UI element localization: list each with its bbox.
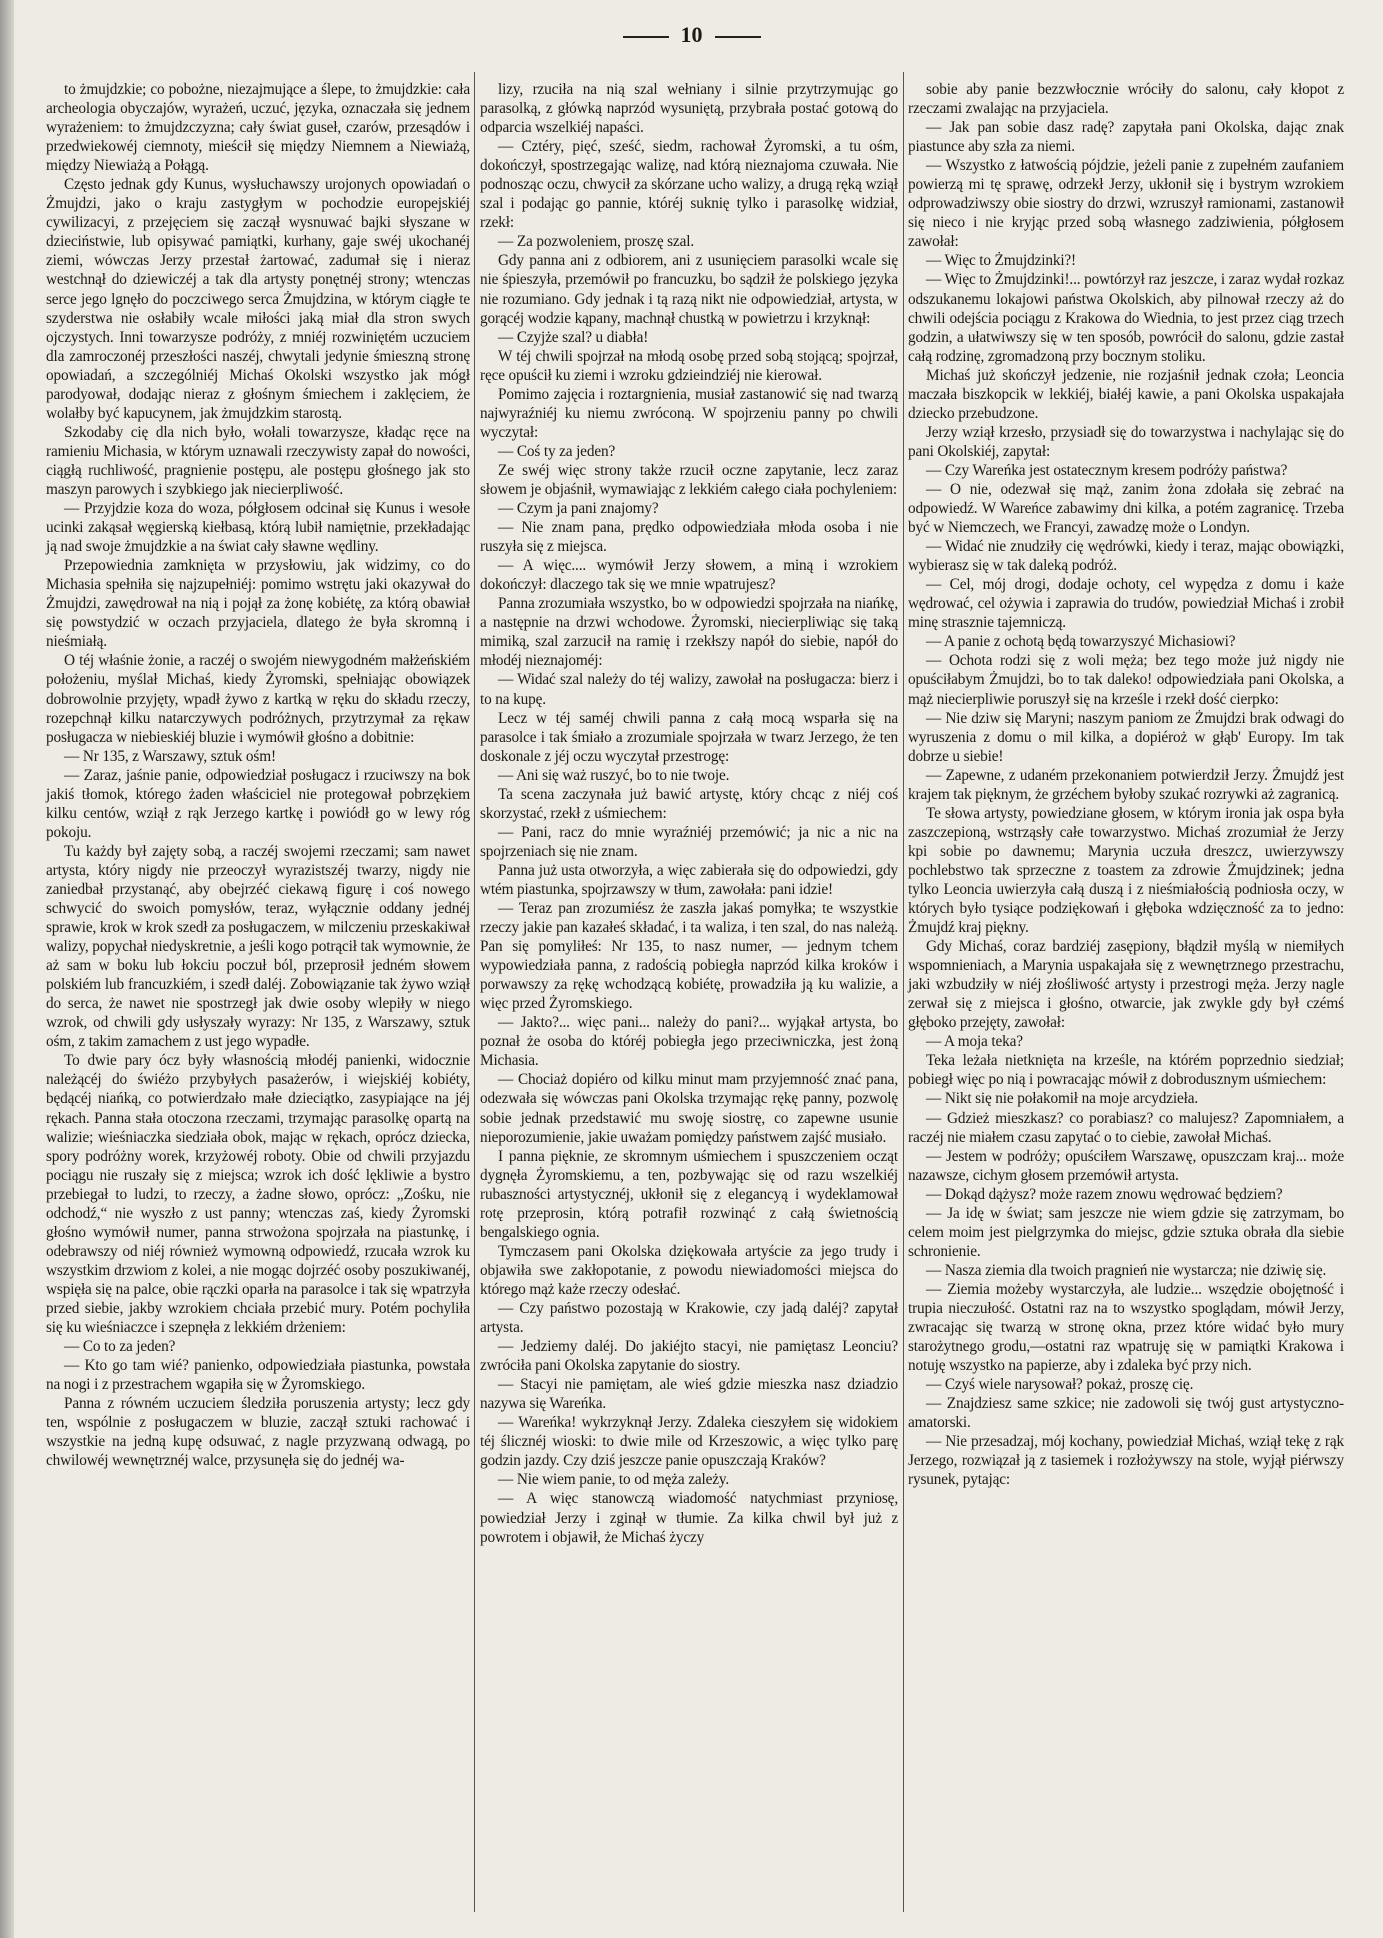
page-header [0,22,1383,48]
paragraph: — Nasza ziemia dla twoich pragnień nie wystarcza; nie dziwię się. [926,1261,1327,1279]
paragraph: Często jednak gdy Kunus, wysłuchawszy urojonych opowiadań o Żmujdzi, jako o kraju zastygłym w pochodzie europejskiéj cywilizacyi, z przejęciem się zaczął wysnuwać bajki słyszane w dzieciństwie, lub opisywać pamiątki, kurhany, gaje swéj ukochanéj ziemi, wówczas Jerzy przestał żartować, zadumał się i nieraz westchnął do dziewiczéj a tak dla artysty ponętnéj strony; wtenczas serce jego lgnęło do poczciwego serca Żmujdzina, w którym ciągłe te szyderstwa nie osłabiły wcale miłości jaką miał dla stron swych ojczystych. Inni towarzysze podróży, z mniéj rozwiniętém uczuciem dla zamroczonéj przeszłości naszéj, chwytali jedynie śmieszną stronę opowiadań, a szczególniéj Michaś Okolski wszystko jak mógł parodyował, dodając nieraz z głośnym śmiechem i zaklęciem, że wolałby być kapucynem, jak żmujdzkim starostą. [46,176,470,422]
paragraph: — Cel, mój drogi, dodaje ochoty, cel wypędza z domu i każe wędrować, cel ożywia i zaprawia do trudów, powiedział Michaś i zrobił minę strasznie tajemniczą. [908,576,1344,632]
paragraph: — Za pozwoleniem, proszę szal. [498,233,694,251]
text-column-3 [908,80,1344,1489]
paragraph: — Widać nie znudziły cię wędrówki, kiedy i teraz, mając obowiązki, wybierasz się w tak daleką podróż. [908,538,1344,575]
paragraph: — Stacyi nie pamiętam, ale wieś gdzie mieszka nasz dziadzio nazywa się Wareńka. [480,1376,898,1413]
paragraph: — Czy Wareńka jest ostatecznym kresem podróży państwa? [926,461,1288,479]
paragraph: Pomimo zajęcia i roztargnienia, musiał zastanowić się nad twarzą najwyraźniéj ku niemu zwróconą. W spojrzeniu panny po chwili wyczytał: [480,385,898,441]
paragraph: — O nie, odezwał się mąż, zanim żona zdołała się zebrać na odpowiedź. W Wareńce zabawimy dni kilka, a potém zagranicę. Trzeba być w Niemczech, we Francyi, zawadzę może o Londyn. [908,480,1344,537]
paragraph: — Chociaż dopiéro od kilku minut mam przyjemność znać pana, odezwała się wówczas pani Okolska trzymając rękę panny, pozwolę sobie jednak przedstawić mu swoję siostrę, co zapewne usunie nieporozumienie, jakie uważam pomiędzy państwem zajść musiało. [480,1071,898,1146]
paragraph: Gdy Michaś, coraz bardziéj zasępiony, błądził myślą w niemiłych wspomnieniach, a Marynia uspakajała się z wewnętrznego przestrachu, jaki wzbudziły w niéj złośliwość artysty i przestrogi męża. Jerzy nagle zerwał się z miejsca i głośno, otwarcie, jak zwykle gdy był czémś głęboko przejęty, zawołał: [908,938,1344,1032]
paragraph: Gdy panna ani z odbiorem, ani z usunięciem parasolki wcale się nie śpieszyła, przemówił po francuzku, bo sądził że polskiego języka nie rozumiano. Gdy jednak i tą razą nikt nie odpowiedział, artysta, w gorącéj wodzie kąpany, machnął chustką w powietrzu i krzyknął: [480,252,898,327]
paragraph: W téj chwili spojrzał na młodą osobę przed sobą stojącą; spojrzał, ręce opuścił ku ziemi i wzroku gdzieindziéj nie kierował. [480,347,898,384]
paragraph: — Nie znam pana, prędko odpowiedziała młoda osoba i nie ruszyła się z miejsca. [480,519,898,556]
paragraph: Panna już usta otworzyła, a więc zabierała się do odpowiedzi, gdy wtém piastunka, spojrzawszy w tłum, zawołała: pani idzie! [480,861,898,898]
paragraph: — Dokąd dążysz? może razem znowu wędrować będziem? [926,1185,1283,1203]
paragraph: sobie aby panie bezzwłocznie wróciły do salonu, cały kłopot z rzeczami zwalając na przyjaciela. [908,81,1344,118]
paragraph: — Czyś wiele narysował? pokaż, proszę cię. [926,1376,1194,1394]
paragraph: Lecz w téj saméj chwili panna z całą mocą wsparła się na parasolce i tak śmiało a zrozumiale spojrzała w twarz Jerzego, że ten doskonale z jéj oczu wyczytał przestrogę: [480,709,898,765]
paragraph: — Jestem w podróży; opuściłem Warszawę, opuszczam kraj... może nazawsze, cichym głosem przemówił artysta. [908,1147,1344,1184]
paragraph: — Gdzież mieszkasz? co porabiasz? co malujesz? Zapomniałem, a raczéj nie miałem czasu zapytać o to ciebie, zawołał Michaś. [908,1109,1344,1146]
paragraph: — Ochota rodzi się z woli męża; bez tego może już nigdy nie opuściłabym Żmujdzi, bo to tak daleko! odpowiedziała pani Okolska, a mąż niecierpliwie poruszył się na krześle i rzekł dość cierpko: [908,652,1344,708]
paragraph: I panna pięknie, ze skromnym uśmiechem i spuszczeniem ocząt dygnęła Żyromskiemu, a ten, pozbywając się od razu wszelkiéj rubaszności artystycznéj, ukłonił się z elegancyą i wydeklamował rotę przeprosin, którą potrafił rozwinąć z całą świetnością bengalskiego ognia. [480,1147,898,1241]
header-dash-left [623,36,669,38]
paragraph: — Zapewne, z udaném przekonaniem potwierdził Jerzy. Żmujdź jest krajem tak pięknym, że grzéchem byłoby szukać rozrywki aż zagranicą. [908,766,1344,803]
paragraph: — Zaraz, jaśnie panie, odpowiedział posługacz i rzuciwszy na bok jakiś tłomok, którego żaden właściciel nie protegował pobrzękiem kilku centów, wziął z rąk Jerzego kartkę i powiódł go w lewy róg pokoju. [46,766,470,841]
paragraph: — Nr 135, z Warszawy, sztuk ośm! [64,747,276,765]
paragraph: — Widać szal należy do téj walizy, zawołał na posługacza: bierz i to na kupę. [480,671,898,708]
column-divider [903,72,904,1912]
paragraph: — Czyjże szal? u diabła! [498,328,649,346]
paragraph: Te słowa artysty, powiedziane głosem, w którym ironia jak ospa była zaszczepioną, wstrząsły całe towarzystwo. Michaś zrozumiał że Jerzy kpi sobie po dawnemu; Marynia uczuła dreszcz, uwierzywszy pochlebstwo tak sprzeczne z toastem za zdrowie Żmujdzinek; jedna tylko Leoncia uwierzyła całą duszą i z nieśmiałością podniosła oczy, w których było tysiące podziękowań i głęboka wdzięczność za to jedno: Żmujdź kraj piękny. [908,804,1344,937]
paragraph: — Nie dziw się Maryni; naszym paniom ze Żmujdzi brak odwagi do wyruszenia z domu o mil kilka, a dopiéroż w głąb' Europy. Im tak dobrze u siebie! [908,709,1344,765]
paragraph: — A panie z ochotą będą towarzyszyć Michasiowi? [926,633,1236,651]
paragraph: — Wszystko z łatwością pójdzie, jeżeli panie z zupełném zaufaniem powierzą mi tę sprawę, odrzekł Jerzy, ukłonił się i bystrym wzrokiem odprowadziwszy obie siostry do drzwi, wzruszył ramionami, zastanowił się nieco i nie kryjąc przed sobą własnego zadziwienia, półgłosem zawołał: [908,157,1344,251]
paragraph: Jerzy wziął krzesło, przysiadł się do towarzystwa i nachylając się do pani Okolskiéj, zapytał: [908,423,1344,460]
column-divider [474,72,475,1912]
paragraph: — Nie przesadzaj, mój kochany, powiedział Michaś, wziął tekę z rąk Jerzego, rozwiązał ją z tasiemek i rozłożywszy na stole, wyjął piérwszy rysunek, pytając: [908,1433,1344,1489]
paragraph: to żmujdzkie; co pobożne, niezajmujące a ślepe, to żmujdzkie: cała archeologia obyczajów, wyrażeń, uczuć, języka, oznaczała się jednem wyrażeniem: to żmujdzczyzna; cały świat guseł, czarów, przesądów i przedwiekowéj ciemnoty, mieścił się między Niemnem a Niewiażą, między Niewiażą a Połągą. [46,81,470,175]
paragraph: — Teraz pan zrozumiész że zaszła jakaś pomyłka; te wszystkie rzeczy jakie pan kazałeś składać, i ta waliza, i ten szal, do nas należą. Pan się pomyliłeś: Nr 135, to nasz numer, — jednym tchem wypowiedziała panna, z radością pobiegła naprzód kilka kroków i porwawszy za rękę wchodzącą kobiétę, prowadziła ją ku walizie, a więc przed Żyromskiego. [480,900,898,1013]
paragraph: — Cztéry, pięć, sześć, siedm, rachował Żyromski, a tu ośm, dokończył, spostrzegając walizę, nad którą nieznajoma czuwała. Nie podnosząc oczu, chwycił za skórzane ucho walizy, a drugą ręką wziął szal i podając go pannie, któréj suknię tylko i parasolkę widział, rzekł: [480,138,898,232]
paragraph: Przepowiednia zamknięta w przysłowiu, jak widzimy, co do Michasia spełniła się najzupełniéj: pomimo wstrętu jaki okazywał do Żmujdzi, zawędrował na nią i pojął za żonę kobiétę, za którą obawiał się powstydzić w oczach przyjaciela, dlatego że była skromną i nieśmiałą. [46,557,470,651]
paragraph: Panna zrozumiała wszystko, bo w odpowiedzi spojrzała na niańkę, a następnie na drzwi wchodowe. Żyromski, niecierpliwiąc się taką mimiką, szal zarzucił na ramię i rzekłszy napół do siebie, napół do młodéj nieznajoméj: [480,595,898,670]
paragraph: — Nikt się nie połakomił na moje arcydzieła. [926,1090,1199,1108]
paragraph: — A moja teka? [926,1033,1023,1051]
paragraph: — Nie wiem panie, to od męża zależy. [498,1471,730,1489]
paragraph: — Co to za jeden? [64,1338,176,1356]
paragraph: — Czy państwo pozostają w Krakowie, czy jadą daléj? zapytał artysta. [480,1300,898,1337]
paragraph: — Znajdziesz same szkice; nie zadowoli się twój gust artystyczno-amatorski. [908,1395,1344,1432]
paragraph: To dwie pary ócz były własnością młodéj panienki, widocznie należącéj do świéżo przybyłych pasażerów, i wiejskiéj kobiéty, będącéj niańką, co potwierdzało małe dzieciątko, zasypiające na jéj rękach. Panna stała otoczona rzeczami, trzymając parasolkę opartą na walizie; wieśniaczka siedziała obok, mając w rękach, oprócz dziecka, spory podróżny worek, krzyżowéj roboty. Obie od chwili przyjazdu pociągu nie ruszały się z miejsca; wzrok ich dość lękliwie a bystro przebiegał to ludzi, to rzeczy, a żadne słowo, oprócz: „Zośku, nie odchodź,“ nie wyszło z ust panny; wtenczas zaś, kiedy Żyromski głośno wymówił numer, panna strwożona spojrzała na piastunkę, i odebrawszy od niéj również wymowną odpowiedź, rzucała wzrok ku wszystkim drzwiom z kolei, a nie mogąc dojrzéć osoby poszukiwanéj, wspięła się na palce, obie rączki oparła na parasolce i tak się wpatrzyła przed siebie, jakby wzrokiem chciała przebić mury. Potém pochyliła się ku wieśniaczce i szepnęła z lekkiém drżeniem: [46,1052,470,1337]
paragraph: — Czym ja pani znajomy? [498,500,659,518]
page-number: 10 [680,22,703,47]
paragraph: O téj właśnie żonie, a raczéj o swojém niewygodném małżeńskiém położeniu, myślał Michaś, kiedy Żyromski, spełniając obowiązek dobrowolnie przyjęty, wpadł żywo z kartką w ręku do składu rzeczy, rozepchnął kilku natarczywych podróżnych, przytrzymał za rękaw posługacza w niebieskiéj bluzie i wymówił głośno a dobitnie: [46,652,470,746]
paragraph: Tymczasem pani Okolska dziękowała artyście za jego trudy i objawiła swe zakłopotanie, z powodu niewiadomości miejsca do którego mąż każe rzeczy odesłać. [480,1242,898,1298]
page-scan-edge [0,0,14,1938]
text-column-2 [480,80,898,1547]
paragraph: — Więc to Żmujdzinki?! [926,252,1077,270]
paragraph: — Kto go tam wié? panienko, odpowiedziała piastunka, powstała na nogi i z przestrachem wgapiła się w Żyromskiego. [46,1357,470,1394]
paragraph: Tu każdy był zajęty sobą, a raczéj swojemi rzeczami; sam nawet artysta, który nigdy nie przeoczył wyrazistszéj twarzy, nigdy nie zaniedbał przystanąć, aby obejrzéć ciekawą figurę i coś nowego schwycić do swoich pomysłów, teraz, wyłącznie oddany jednéj sprawie, krok w krok szedł za posługaczem, w milczeniu przeskakiwał walizy, popychał niedyskretnie, a jeśli kogo potrącił tak wymownie, że aż sam w boku lub łokciu poczuł ból, przeprosił jedném słowem polskiém lub francuzkiém, i szedł daléj. Zobowiązanie tak żywo wziął do serca, że nawet nie spostrzegł jak dwie osoby wlepiły w niego wzrok, od chwili gdy usłyszały wyrazy: Nr 135, z Warszawy, sztuk ośm, z takim zamachem z ust jego wypadłe. [46,842,470,1051]
paragraph: — Jakto?... więc pani... należy do pani?... wyjąkał artysta, bo poznał że osoba do któréj pobiegła jego przeciwniczka, jest żoną Michasia. [480,1014,898,1070]
paragraph: — Ja idę w świat; sam jeszcze nie wiem gdzie się zatrzymam, bo celem moim jest pielgrzymka do miejsc, gdzie sztuka obrała dla siebie schronienie. [908,1204,1344,1260]
paragraph: Szkodaby cię dla nich było, wołali towarzysze, kładąc ręce na ramieniu Michasia, w którym uznawali rzeczywisty zapał do nowości, ciągłą ruchliwość, pragnienie postępu, ale postępu głośnego jak sto maszyn parowych i szybkiego jak niecierpliwość. [46,423,470,498]
text-column-1 [46,80,470,1470]
paragraph: — A więc.... wymówił Jerzy słowem, a miną i wzrokiem dokończył: dlaczego tak się we mnie wpatrujesz? [480,557,898,594]
paragraph: Michaś już skończył jedzenie, nie rozjaśnił jednak czoła; Leoncia maczała biszkopcik w lekkiéj, białéj kawie, a pani Okolska uspakajała dziecko przebudzone. [908,366,1344,422]
paragraph: — Przyjdzie koza do woza, półgłosem odcinał się Kunus i wesołe ucinki zakąsał węgierską kiełbasą, którą lubił namiętnie, przekładając ją nad swoje żmujdzkie a na świat cały sławne wędliny. [46,500,470,556]
header-dash-right [715,36,761,38]
paragraph: — Jedziemy daléj. Do jakiéjto stacyi, nie pamiętasz Leonciu? zwróciła pani Okolska zapytanie do siostry. [480,1338,898,1375]
paragraph: — A więc stanowczą wiadomość natychmiast przyniosę, powiedział Jerzy i zginął w tłumie. Za kilka chwil był już z powrotem i objawił, że Michaś życzy [480,1490,898,1546]
paragraph: lizy, rzuciła na nią szal wełniany i silnie przytrzymując go parasolką, z główką naprzód wysuniętą, przybrała postać gotową do odparcia wszelkiéj napaści. [480,81,898,137]
paragraph: — Ani się waż ruszyć, bo to nie twoje. [498,766,730,784]
paragraph: Ta scena zaczynała już bawić artystę, który chcąc z niéj coś skorzystać, rzekł z uśmiechem: [480,785,898,822]
paragraph: — Pani, racz do mnie wyraźniéj przemówić; ja nic a nic na spojrzeniach się nie znam. [480,823,898,860]
paragraph: Panna z równém uczuciem śledziła poruszenia artysty; lecz gdy ten, wspólnie z posługaczem w bluzie, zaczął sztuki rachować i wszystkie na jedną kupę odsuwać, z nagle przyzwaną odwagą, po chwilowéj wewnętrznéj walce, przysunęła się do jednéj wa- [46,1395,470,1470]
paragraph: Teka leżała nietknięta na krześle, na którém poprzednio siedział; pobiegł więc po nią i powracając mówił z dobrodusznym uśmiechem: [908,1052,1344,1089]
paragraph: — Więc to Żmujdzinki!... powtórzył raz jeszcze, i zaraz wydał rozkaz odszukanemu lokajowi państwa Okolskich, aby pilnował rzeczy aż do chwili odejścia pociągu z Krakowa do Wiednia, to jest przez ciąg trzech godzin, a ułatwiwszy się w ten sposób, powrócił do salonu, gdzie zastał całą rodzinę, zgromadzoną przy bocznym stoliku. [908,271,1344,365]
paragraph: — Ziemia możeby wystarczyła, ale ludzie... wszędzie obojętność i trupia nieczułość. Ostatni raz na to wszystko spoglądam, mówił Jerzy, zwracając się twarzą w stronę okna, przez które widać było mury starożytnego grodu,—ostatni raz wpatruję się w pamiątki Krakowa i notuję wszystko na papierze, aby i zdaleka być przy nich. [908,1280,1344,1375]
paragraph: — Jak pan sobie dasz radę? zapytała pani Okolska, dając znak piastunce aby szła za niemi. [908,119,1344,156]
paragraph: Ze swéj więc strony także rzucił oczne zapytanie, lecz zaraz słowem je objaśnił, wymawiając z lekkiém całego ciała pochyleniem: [480,461,898,498]
paragraph: — Wareńka! wykrzyknął Jerzy. Zdaleka cieszyłem się widokiem téj ślicznéj wioski: to dwie mile od Krzeszowic, a więc tylko parę godzin jazdy. Czy dziś jeszcze panie opuszczają Kraków? [480,1414,898,1470]
paragraph: — Coś ty za jeden? [498,442,616,460]
